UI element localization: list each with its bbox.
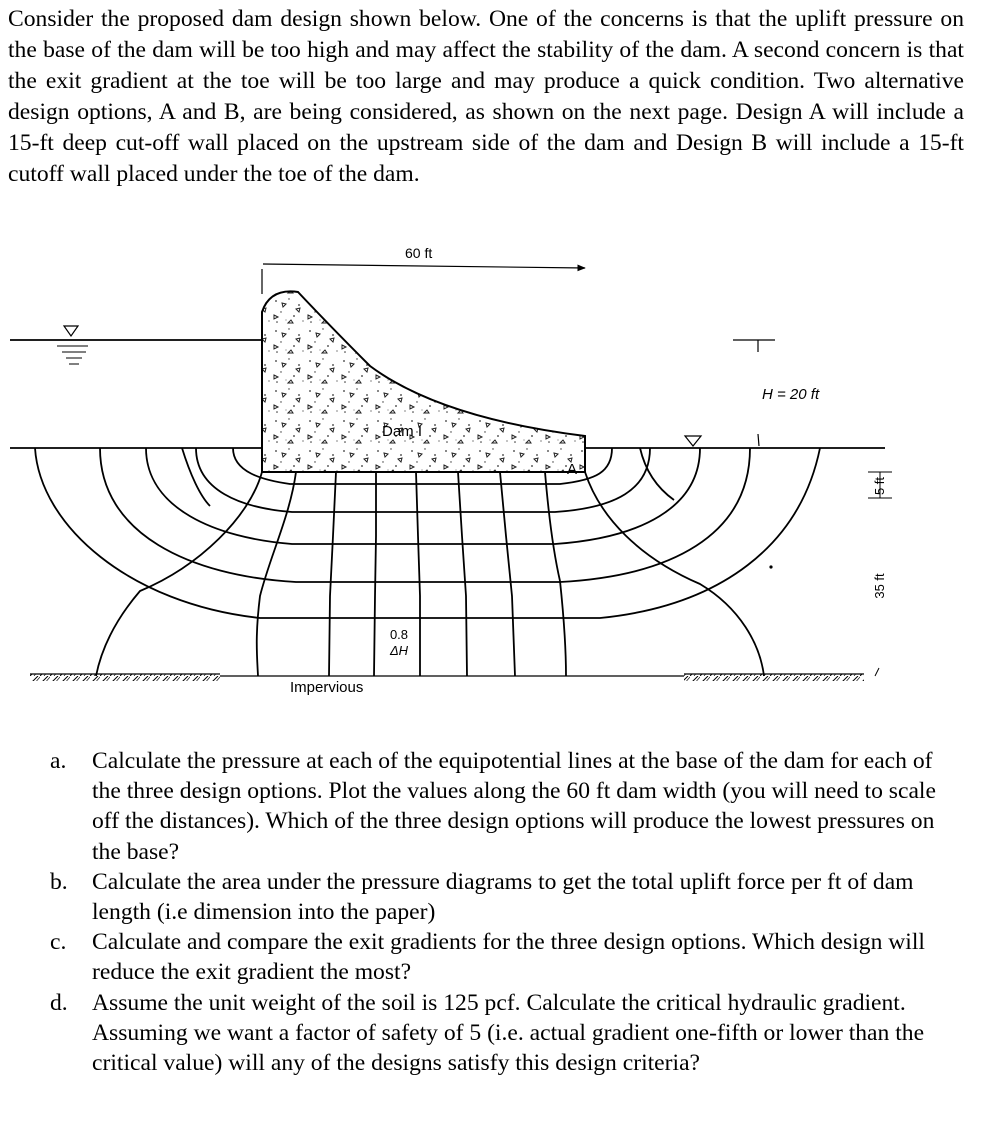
problem-intro: Consider the proposed dam design shown below. One of the concerns is that the uplift pressure on the base of the dam will be too high and may affect the stability of the dam. A second concern is that the exit gradient at the toe will be too large and may produce a quick condition. Two alternative design options, A and B, are being considered, as shown on the next page. Design A will include a 15-ft deep cut-off wall placed on the upstream side of the dam and Design B will include a 15-ft cutoff wall placed under the toe of the dam. <box>8 6 964 187</box>
question-text: Calculate the area under the pressure diagrams to get the total uplift force per ft of dam length (i.e dimension into the paper) <box>92 868 914 926</box>
flow-lines <box>35 448 820 618</box>
depth-large-label: 35 ft <box>872 573 887 599</box>
question-text: Assume the unit weight of the soil is 125 pcf. Calculate the critical hydraulic gradient. Assuming we want a factor of safety of 5 (i.e. actual gradient one-fifth or lower than the critical value) will any of the designs satisfy this design criteria? <box>92 989 925 1077</box>
question-letter: a. <box>50 748 67 774</box>
question-item <box>0 927 990 987</box>
question-text: Calculate the pressure at each of the equipotential lines at the base of the dam for each of the three design options. Plot the values along the 60 ft dam width (you will need to scale off the distances). Which of the three design options will produce the lowest pressures on the base? <box>92 748 936 865</box>
question-letter: d. <box>50 989 68 1016</box>
dam-flow-net-figure <box>0 236 990 716</box>
question-text: Calculate and compare the exit gradients for the three design options. Which design will reduce the exit gradient the most? <box>92 929 925 986</box>
impervious-hatch-right <box>684 674 864 681</box>
delta-h-symbol: ΔH <box>389 643 409 658</box>
delta-h-value: 0.8 <box>389 627 409 642</box>
tailwater-level-icon <box>685 436 701 446</box>
question-item <box>0 988 990 1079</box>
depth-small-label: 5 ft <box>872 476 887 496</box>
question-letter: b. <box>50 868 68 895</box>
point-a-label: A <box>567 461 578 478</box>
flow-net-diagram <box>0 236 990 716</box>
dam-label: Dam I <box>382 423 423 440</box>
head-label: H = 20 ft <box>762 386 820 403</box>
impervious-hatch-left <box>30 674 220 681</box>
question-item <box>0 746 990 867</box>
impervious-label: Impervious <box>290 679 364 696</box>
width-dimension-line <box>263 264 585 268</box>
water-level-icon <box>64 326 78 336</box>
question-item <box>0 867 990 927</box>
question-letter: c. <box>50 929 67 956</box>
question-list <box>0 746 990 1078</box>
width-label: 60 ft <box>405 245 433 261</box>
dam-body <box>262 291 585 472</box>
